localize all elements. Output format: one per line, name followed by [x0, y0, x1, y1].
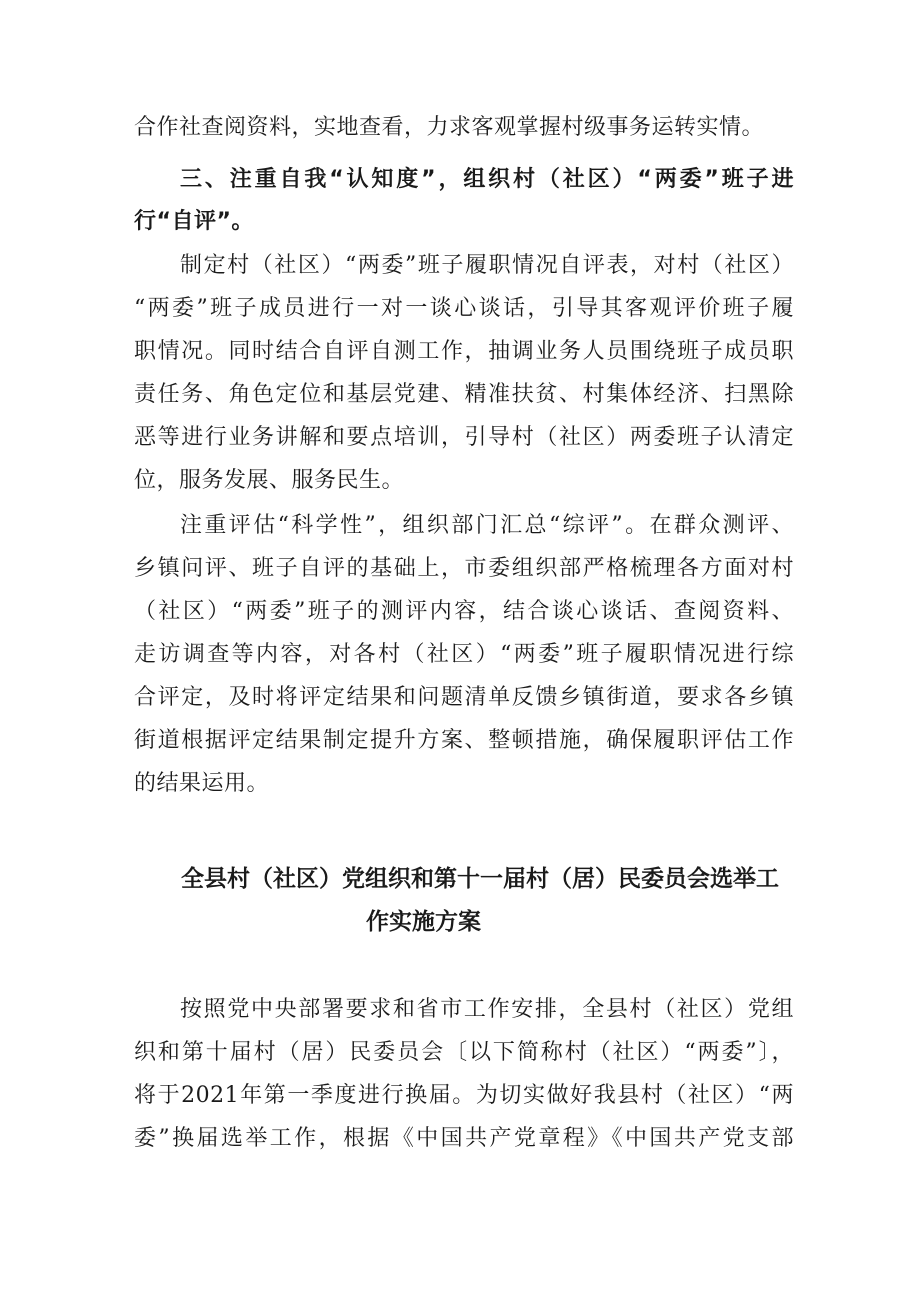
body-text-line: “两委”班子成员进行一对一谈心谈话，引导其客观评价班子履: [134, 296, 794, 321]
document-title-line: 作实施方案: [366, 909, 481, 935]
body-text-line: 走访调查等内容，对各村（社区）“两委”班子履职情况进行综: [134, 642, 794, 667]
body-text-line: 街道根据评定结果制定提升方案、整顿措施，确保履职评估工作: [134, 728, 794, 753]
body-text-line: 的结果运用。: [134, 771, 270, 796]
body-text-line: 按照党中央部署要求和省市工作安排，全县村（社区）党组: [180, 997, 794, 1022]
section-heading-line: 三、注重自我“认知度”，组织村（社区）“两委”班子进: [180, 167, 794, 192]
body-text-line: 注重评估“科学性”，组织部门汇总“综评”。在群众测评、: [180, 513, 794, 538]
body-text-line: 责任务、角色定位和基层党建、精准扶贫、村集体经济、扫黑除: [134, 382, 794, 407]
document-title-line: 全县村（社区）党组织和第十一届村（居）民委员会选举工: [181, 866, 779, 892]
body-text-line: 乡镇问评、班子自评的基础上，市委组织部严格梳理各方面对村: [134, 556, 794, 581]
body-text-line: 合评定，及时将评定结果和问题清单反馈乡镇街道，要求各乡镇: [134, 685, 794, 710]
body-text-line: 织和第十届村（居）民委员会〔以下简称村（社区）“两委”〕，: [134, 1040, 794, 1065]
body-text-line: （社区）“两委”班子的测评内容，结合谈心谈话、查阅资料、: [134, 599, 794, 624]
body-text-line: 将于2021年第一季度进行换届。为切实做好我县村（社区）“两: [134, 1083, 794, 1108]
body-text-line: 合作社查阅资料，实地查看，力求客观掌握村级事务运转实情。: [134, 115, 765, 140]
body-text-line: 位，服务发展、服务民生。: [134, 468, 405, 493]
section-heading-line: 行“自评”。: [134, 209, 254, 234]
body-text-line: 制定村（社区）“两委”班子履职情况自评表，对村（社区）: [180, 253, 794, 278]
body-text-line: 恶等进行业务讲解和要点培训，引导村（社区）两委班子认清定: [134, 425, 794, 450]
body-text-line: 职情况。同时结合自评自测工作，抽调业务人员围绕班子成员职: [134, 339, 794, 364]
body-text-line: 委”换届选举工作，根据《中国共产党章程》《中国共产党支部: [134, 1126, 794, 1151]
